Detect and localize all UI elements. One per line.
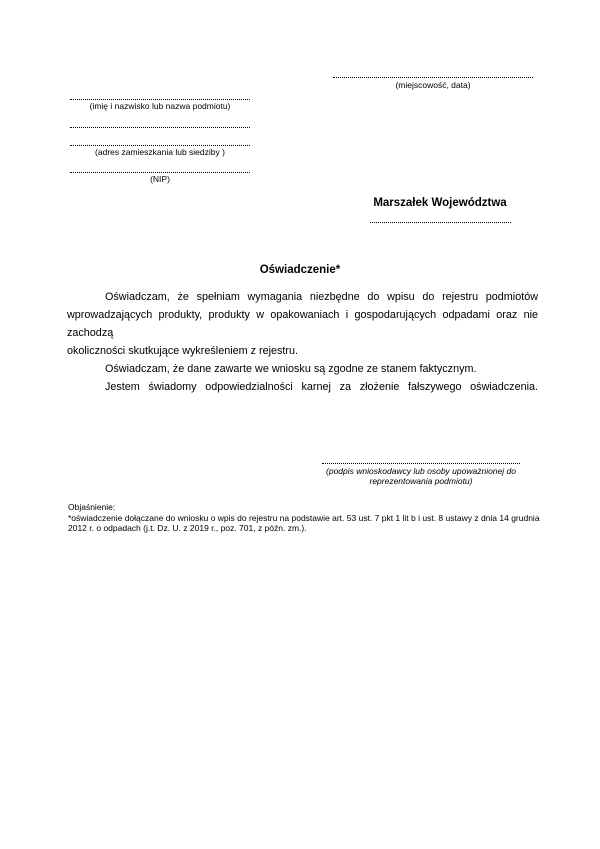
statement-title: Oświadczenie* — [259, 264, 341, 276]
addressee-title: Marszałek Województwa — [373, 197, 507, 209]
footnote-text: *oświadczenie dołączane do wniosku o wpis do rejestru na podstawie art. 53 ust. 7 pkt 1 lit b i ust. 8 ustawy z dnia 14 grudnia 2012 r. o odpadach (j.t. Dz. U. z 2019 r., poz. 701, z późn. zm.). — [68, 512, 540, 533]
applicant-nip-fill-line — [70, 172, 250, 173]
applicant-address-label: (adres zamieszkania lub siedziby ) — [95, 147, 225, 157]
addressee-fill-line — [370, 222, 511, 223]
statement-body — [67, 288, 538, 396]
footnote-heading: Objaśnienie: — [68, 502, 116, 512]
applicant-name-fill-line — [70, 99, 250, 100]
statement-para2: Oświadczam, że dane zawarte we wniosku są zgodne ze stanem faktycznym. — [105, 363, 477, 375]
statement-para1-line2: wprowadzających produkty, produkty w opakowaniach i gospodarujących odpadami oraz nie zachodzą — [67, 309, 538, 339]
place-date-label: (miejscowość, data) — [395, 80, 471, 90]
applicant-name-label: (imię i nazwisko lub nazwa podmiotu) — [89, 101, 231, 111]
statement-para1-line1: Oświadczam, że spełniam wymagania niezbędne do wpisu do rejestru podmiotów — [105, 291, 538, 303]
signature-caption-line2: reprezentowania podmiotu) — [369, 476, 473, 486]
signature-fill-line — [322, 463, 520, 464]
footnote — [68, 502, 542, 534]
place-date-fill-line — [333, 77, 533, 78]
applicant-address-fill-line-2 — [70, 145, 250, 146]
signature-block — [322, 455, 520, 486]
applicant-nip-label: (NIP) — [150, 174, 170, 184]
statement-para1-line3: okoliczności skutkujące wykreśleniem z rejestru. — [67, 345, 299, 357]
statement-para3: Jestem świadomy odpowiedzialności karnej za złożenie fałszywego oświadczenia. — [105, 381, 538, 393]
applicant-address-fill-line-1 — [70, 127, 250, 128]
signature-caption-line1: (podpis wnioskodawcy lub osoby upoważnionej do — [326, 466, 516, 476]
